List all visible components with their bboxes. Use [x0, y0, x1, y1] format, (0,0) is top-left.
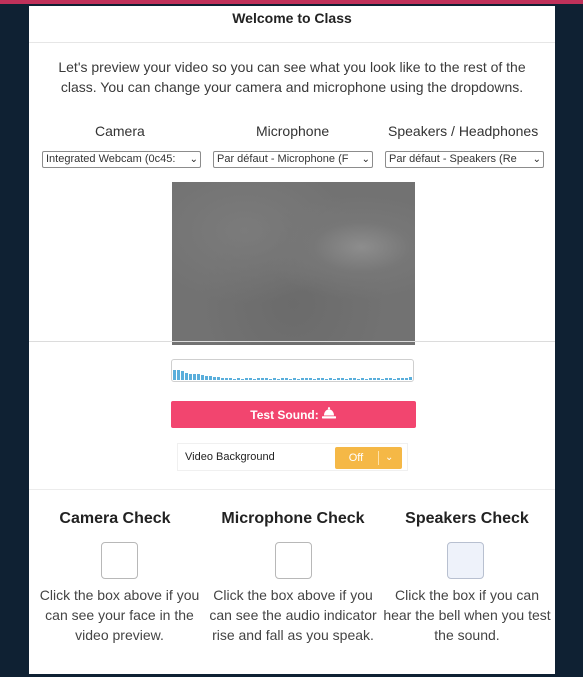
- audio-level-bar: [397, 378, 400, 380]
- audio-level-bar: [245, 378, 248, 380]
- audio-level-bar: [205, 376, 208, 380]
- audio-level-bars: [173, 366, 412, 380]
- chevron-down-icon: ⌄: [361, 154, 370, 165]
- audio-level-bar: [249, 378, 252, 380]
- video-background-value: Off: [348, 452, 364, 464]
- audio-level-bar: [357, 379, 360, 380]
- audio-level-bar: [273, 378, 276, 380]
- audio-level-bar: [349, 378, 352, 380]
- audio-level-bar: [241, 379, 244, 380]
- speakers-label: Speakers / Headphones: [388, 123, 539, 139]
- audio-level-bar: [409, 377, 412, 380]
- speakers-select-value: Par défaut - Speakers (Re: [389, 153, 517, 165]
- audio-level-bar: [253, 379, 256, 380]
- intro-text: Let's preview your video so you can see what you look like to the rest of the class. You can change your camera and microphone using the dropdowns.: [58, 59, 526, 95]
- chevron-down-icon: ⌄: [385, 452, 394, 463]
- video-background-row: [177, 443, 408, 471]
- audio-level-bar: [373, 378, 376, 380]
- audio-level-bar: [325, 379, 328, 380]
- audio-level-bar: [381, 379, 384, 380]
- microphone-label: Microphone: [256, 123, 330, 139]
- test-sound-button[interactable]: [171, 401, 416, 428]
- audio-level-bar: [389, 378, 392, 380]
- audio-level-bar: [301, 378, 304, 380]
- audio-level-bar: [317, 378, 320, 380]
- microphone-select[interactable]: [213, 151, 373, 168]
- camera-check-title: Camera Check: [59, 510, 171, 527]
- camera-select-value: Integrated Webcam (0c45:: [46, 153, 176, 165]
- bell-icon: [321, 407, 337, 423]
- audio-level-bar: [405, 378, 408, 380]
- audio-level-bar: [225, 378, 228, 380]
- audio-level-bar: [305, 378, 308, 380]
- microphone-check-description: Click the box above if you can see the audio indicator rise and fall as you speak.: [209, 587, 377, 643]
- section-divider: [29, 341, 555, 342]
- dialog-title: Welcome to Class: [232, 10, 352, 26]
- audio-level-bar: [333, 379, 336, 380]
- welcome-dialog: [29, 6, 555, 674]
- audio-level-bar: [337, 378, 340, 380]
- microphone-check-box[interactable]: [275, 542, 312, 579]
- audio-level-bar: [369, 378, 372, 380]
- audio-level-bar: [321, 378, 324, 380]
- audio-level-bar: [221, 378, 224, 380]
- audio-level-meter: [171, 359, 414, 382]
- speakers-select[interactable]: [385, 151, 544, 168]
- audio-level-bar: [173, 370, 176, 380]
- audio-level-bar: [237, 378, 240, 380]
- audio-level-bar: [281, 378, 284, 380]
- speakers-check-box[interactable]: [447, 542, 484, 579]
- audio-level-bar: [229, 378, 232, 380]
- camera-check-description: Click the box above if you can see your face in the video preview.: [39, 587, 200, 643]
- audio-level-bar: [293, 378, 296, 380]
- audio-level-bar: [177, 370, 180, 380]
- audio-level-bar: [393, 379, 396, 380]
- audio-level-bar: [269, 379, 272, 380]
- video-background-label: Video Background: [185, 451, 275, 463]
- audio-level-bar: [401, 378, 404, 380]
- audio-level-bar: [341, 378, 344, 380]
- audio-level-bar: [197, 374, 200, 380]
- camera-check-box[interactable]: [101, 542, 138, 579]
- audio-level-bar: [265, 378, 268, 380]
- chevron-down-icon: ⌄: [189, 154, 198, 165]
- audio-level-bar: [181, 371, 184, 380]
- audio-level-bar: [213, 377, 216, 380]
- audio-level-bar: [297, 379, 300, 380]
- audio-level-bar: [309, 378, 312, 380]
- audio-level-bar: [233, 379, 236, 380]
- checks-divider: [29, 489, 555, 490]
- speakers-check-description: Click the box if you can hear the bell when you test the sound.: [383, 587, 551, 643]
- audio-level-bar: [329, 378, 332, 380]
- audio-level-bar: [285, 378, 288, 380]
- audio-level-bar: [345, 379, 348, 380]
- audio-level-bar: [365, 379, 368, 380]
- test-sound-label: Test Sound:: [250, 407, 319, 422]
- video-preview: [172, 182, 415, 345]
- audio-level-bar: [193, 374, 196, 380]
- audio-level-bar: [385, 378, 388, 380]
- audio-level-bar: [201, 375, 204, 380]
- audio-level-bar: [217, 377, 220, 380]
- audio-level-bar: [277, 379, 280, 380]
- audio-level-bar: [377, 378, 380, 380]
- audio-level-bar: [313, 379, 316, 380]
- microphone-check-title: Microphone Check: [221, 510, 365, 527]
- audio-level-bar: [361, 378, 364, 380]
- audio-level-bar: [261, 378, 264, 380]
- audio-level-bar: [209, 376, 212, 380]
- audio-level-bar: [289, 379, 292, 380]
- window-top-accent: [0, 0, 583, 4]
- chevron-down-icon: ⌄: [532, 154, 541, 165]
- dropdown-divider: [378, 451, 379, 465]
- audio-level-bar: [185, 373, 188, 380]
- camera-select[interactable]: [42, 151, 201, 168]
- audio-level-bar: [189, 374, 192, 380]
- audio-level-bar: [257, 378, 260, 380]
- microphone-select-value: Par défaut - Microphone (F: [217, 153, 349, 165]
- video-background-dropdown[interactable]: [335, 447, 402, 469]
- title-divider: [29, 42, 555, 43]
- speakers-check-title: Speakers Check: [405, 510, 529, 527]
- audio-level-bar: [353, 378, 356, 380]
- camera-label: Camera: [95, 123, 145, 139]
